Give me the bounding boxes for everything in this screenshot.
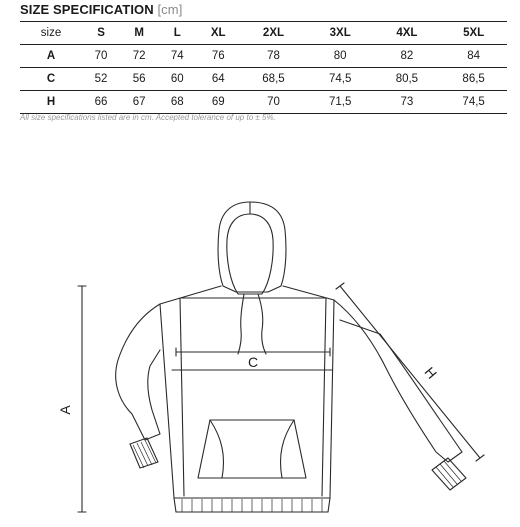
table-cell: 70 (240, 91, 307, 114)
size-header-cell: 5XL (440, 22, 507, 45)
title-unit: [cm] (157, 2, 183, 17)
table-cell: 74,5 (440, 91, 507, 114)
size-header-cell: M (120, 22, 158, 45)
table-cell: 67 (120, 91, 158, 114)
kangaroo-pocket (198, 420, 306, 478)
right-cuff (432, 458, 466, 490)
table-cell: 80 (307, 45, 374, 68)
left-cuff (130, 438, 158, 468)
table-cell: 74,5 (307, 68, 374, 91)
size-header-label: size (20, 22, 82, 45)
size-header-cell: 3XL (307, 22, 374, 45)
table-cell: 71,5 (307, 91, 374, 114)
table-cell: 76 (196, 45, 240, 68)
table-cell: 52 (82, 68, 120, 91)
table-cell: 78 (240, 45, 307, 68)
row-label: C (20, 68, 82, 91)
table-cell: 82 (374, 45, 441, 68)
table-cell: 66 (82, 91, 120, 114)
table-cell: 86,5 (440, 68, 507, 91)
table-cell: 70 (82, 45, 120, 68)
table-cell: 68,5 (240, 68, 307, 91)
label-h: H (421, 363, 441, 382)
measure-line-a (78, 286, 86, 512)
left-sleeve (116, 304, 160, 440)
shoulder-line (160, 286, 334, 304)
table-cell: 73 (374, 91, 441, 114)
table-cell: 74 (158, 45, 196, 68)
row-label: A (20, 45, 82, 68)
table-cell: 64 (196, 68, 240, 91)
drawcord-right (258, 294, 266, 354)
table-cell: 80,5 (374, 68, 441, 91)
pocket-opening (210, 420, 294, 478)
hem-ribbing (182, 499, 322, 512)
label-a: A (57, 405, 73, 415)
size-header-cell: L (158, 22, 196, 45)
size-header-cell: XL (196, 22, 240, 45)
size-header-cell: 2XL (240, 22, 307, 45)
measure-line-h (336, 283, 484, 461)
side-seam-right (322, 298, 326, 496)
size-header-cell: S (82, 22, 120, 45)
hood-inner (227, 214, 273, 294)
table-cell: 68 (158, 91, 196, 114)
table-cell: 69 (196, 91, 240, 114)
tolerance-note: All size specifications listed are in cm. Accepted tolerance of up to ± 5%. (20, 113, 276, 122)
drawcord-left (238, 294, 244, 354)
side-seam-left (180, 298, 184, 496)
table-cell: 72 (120, 45, 158, 68)
size-header-cell: 4XL (374, 22, 441, 45)
label-c: C (247, 354, 259, 370)
right-sleeve (334, 300, 462, 462)
row-label: H (20, 91, 82, 114)
hood-outline (218, 202, 286, 292)
table-cell: 84 (440, 45, 507, 68)
title-text: SIZE SPECIFICATION (20, 2, 154, 17)
table-cell: 60 (158, 68, 196, 91)
cuff-ribbing-right (436, 461, 461, 487)
table-cell: 56 (120, 68, 158, 91)
body-outline (160, 300, 334, 498)
